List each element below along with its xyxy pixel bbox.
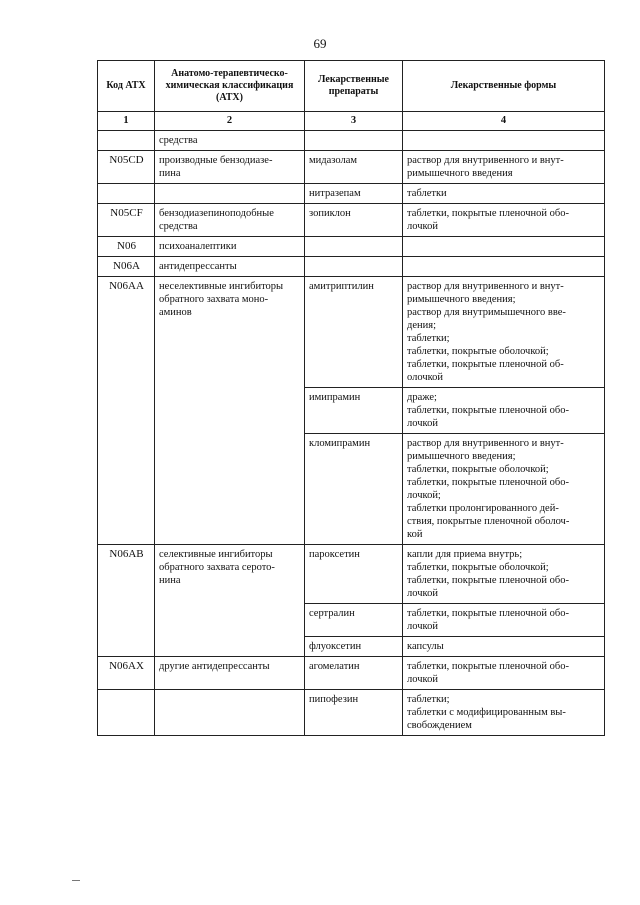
forms-cell <box>403 204 605 237</box>
drug-cell: пароксетин <box>305 545 403 604</box>
table-row <box>98 277 605 388</box>
classification-cell <box>155 277 305 545</box>
table-row <box>98 204 605 237</box>
classification-cell <box>155 237 305 257</box>
cell-text-line: римышечного введения; <box>407 451 516 462</box>
forms-cell <box>403 257 605 277</box>
atx-code-cell: N06AB <box>98 545 155 657</box>
cell-text-line: раствор для внутривенного и внут- <box>407 281 564 292</box>
cell-text-line: неселективные ингибиторы <box>159 281 284 292</box>
cell-text-line: таблетки, покрытые пленочной обо- <box>407 477 569 488</box>
cell-text-line: лочкой <box>407 588 438 599</box>
drug-cell: зопиклон <box>305 204 403 237</box>
forms-cell <box>403 545 605 604</box>
column-number: 3 <box>305 112 403 131</box>
forms-cell <box>403 637 605 657</box>
atx-code-cell <box>98 184 155 204</box>
cell-text-line: таблетки, покрытые пленочной обо- <box>407 608 569 619</box>
forms-cell <box>403 434 605 545</box>
classification-cell <box>155 657 305 690</box>
cell-text-line: таблетки; <box>407 694 450 705</box>
table-row <box>98 545 605 604</box>
table-row <box>98 657 605 690</box>
drug-cell <box>305 257 403 277</box>
cell-text-line: таблетки, покрытые оболочкой; <box>407 464 549 475</box>
drug-cell: имипрамин <box>305 388 403 434</box>
cell-text-line: олочкой <box>407 372 444 383</box>
cell-text-line: таблетки; <box>407 333 450 344</box>
header-classification: Анатомо-терапевтическо-химическая классификация (АТХ) <box>155 61 305 112</box>
cell-text-line: кой <box>407 529 423 540</box>
drug-cell: флуоксетин <box>305 637 403 657</box>
drug-cell: сертралин <box>305 604 403 637</box>
atx-code-cell <box>98 690 155 736</box>
cell-text-line: таблетки с модифицированным вы- <box>407 707 566 718</box>
drug-cell <box>305 237 403 257</box>
cell-text-line: дения; <box>407 320 436 331</box>
column-number: 2 <box>155 112 305 131</box>
cell-text-line: раствор для внутривенного и внут- <box>407 438 564 449</box>
cell-text-line: средства <box>159 135 198 146</box>
atx-code-cell: N06 <box>98 237 155 257</box>
atx-code-cell: N05CD <box>98 151 155 184</box>
classification-cell <box>155 545 305 657</box>
forms-cell <box>403 277 605 388</box>
cell-text-line: психоаналептики <box>159 241 237 252</box>
forms-cell <box>403 151 605 184</box>
cell-text-line: таблетки, покрытые оболочкой; <box>407 562 549 573</box>
classification-cell <box>155 690 305 736</box>
scan-mark <box>72 880 80 881</box>
cell-text-line: антидепрессанты <box>159 261 237 272</box>
forms-cell <box>403 237 605 257</box>
cell-text-line: римышечного введения; <box>407 294 516 305</box>
drug-cell: пипофезин <box>305 690 403 736</box>
header-code: Код АТХ <box>98 61 155 112</box>
column-number: 4 <box>403 112 605 131</box>
page-number: 69 <box>313 36 327 51</box>
cell-text-line: свобождением <box>407 720 472 731</box>
header-forms: Лекарственные формы <box>403 61 605 112</box>
table-row <box>98 184 605 204</box>
cell-text-line: драже; <box>407 392 437 403</box>
column-number-row <box>98 112 605 131</box>
drug-cell <box>305 131 403 151</box>
cell-text-line: раствор для внутримышечного вве- <box>407 307 566 318</box>
header-row <box>98 61 605 112</box>
table-row <box>98 131 605 151</box>
classification-cell <box>155 151 305 184</box>
cell-text-line: капсулы <box>407 641 444 652</box>
atx-code-cell: N06AX <box>98 657 155 690</box>
atx-code-cell: N06AA <box>98 277 155 545</box>
cell-text-line: таблетки, покрытые пленочной обо- <box>407 405 569 416</box>
cell-text-line: таблетки, покрытые оболочкой; <box>407 346 549 357</box>
cell-text-line: таблетки, покрытые пленочной обо- <box>407 575 569 586</box>
cell-text-line: таблетки пролонгированного дей- <box>407 503 559 514</box>
cell-text-line: бензодиазепиноподобные <box>159 208 274 219</box>
header-drugs: Лекарственные препараты <box>305 61 403 112</box>
classification-cell <box>155 184 305 204</box>
cell-text-line: обратного захвата моно- <box>159 294 269 305</box>
cell-text-line: селективные ингибиторы <box>159 549 273 560</box>
cell-text-line: таблетки, покрытые пленочной обо- <box>407 208 569 219</box>
drug-cell: амитриптилин <box>305 277 403 388</box>
drug-cell: агомелатин <box>305 657 403 690</box>
atx-table <box>97 60 605 736</box>
cell-text-line: нина <box>159 575 181 586</box>
cell-text-line: лочкой <box>407 418 438 429</box>
cell-text-line: ствия, покрытые пленочной оболоч- <box>407 516 570 527</box>
cell-text-line: производные бензодиазе- <box>159 155 273 166</box>
table-row <box>98 151 605 184</box>
cell-text-line: римышечного введения <box>407 168 513 179</box>
forms-cell <box>403 131 605 151</box>
classification-cell <box>155 257 305 277</box>
forms-cell <box>403 604 605 637</box>
cell-text-line: капли для приема внутрь; <box>407 549 523 560</box>
cell-text-line: другие антидепрессанты <box>159 661 270 672</box>
forms-cell <box>403 657 605 690</box>
cell-text-line: раствор для внутривенного и внут- <box>407 155 564 166</box>
forms-cell <box>403 690 605 736</box>
cell-text-line: таблетки <box>407 188 447 199</box>
drug-cell: кломипрамин <box>305 434 403 545</box>
drug-cell: нитразепам <box>305 184 403 204</box>
cell-text-line: таблетки, покрытые пленочной обо- <box>407 661 569 672</box>
forms-cell <box>403 184 605 204</box>
forms-cell <box>403 388 605 434</box>
classification-cell <box>155 204 305 237</box>
table-row <box>98 690 605 736</box>
table-row <box>98 257 605 277</box>
cell-text-line: таблетки, покрытые пленочной об- <box>407 359 564 370</box>
drug-cell: мидазолам <box>305 151 403 184</box>
cell-text-line: лочкой <box>407 621 438 632</box>
atx-code-cell <box>98 131 155 151</box>
classification-cell <box>155 131 305 151</box>
cell-text-line: лочкой <box>407 221 438 232</box>
column-number: 1 <box>98 112 155 131</box>
table-row <box>98 237 605 257</box>
cell-text-line: аминов <box>159 307 192 318</box>
atx-code-cell: N06A <box>98 257 155 277</box>
cell-text-line: средства <box>159 221 198 232</box>
cell-text-line: лочкой <box>407 674 438 685</box>
cell-text-line: пина <box>159 168 181 179</box>
cell-text-line: лочкой; <box>407 490 441 501</box>
cell-text-line: обратного захвата серото- <box>159 562 275 573</box>
atx-code-cell: N05CF <box>98 204 155 237</box>
